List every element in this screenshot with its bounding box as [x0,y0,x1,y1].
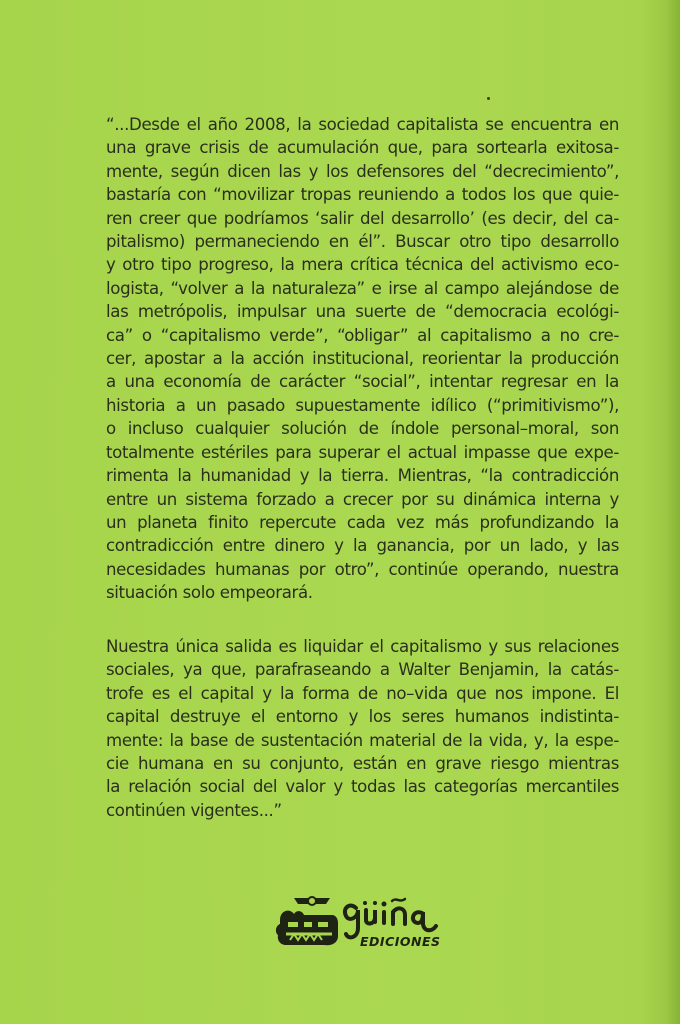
text-line: “...Desde el año 2008, la sociedad capitalista se encuentra en [106,115,619,134]
quote-paragraph-1 [106,113,619,605]
quote-paragraph-2 [106,635,619,822]
page-edge-shadow [666,0,680,1024]
logo-eye [308,897,316,905]
text-line: cie humana en su conjunto, están en grave riesgo mientras [106,754,619,774]
logo-script-g [345,906,358,938]
text-line: las metrópolis, impulsar una suerte de “democracia ecológi- [106,302,619,322]
text-line: ca” o “capitalismo verde”, “obligar” al capitalismo a no cre- [106,325,619,345]
print-speck [487,97,490,100]
text-line: capital destruye el entorno y los seres humanos indistinta- [106,707,619,727]
text-line: Nuestra única salida es liquidar el capitalismo y sus relaciones [106,637,619,656]
logo-subtitle: EDICIONES [360,934,441,949]
text-line: cer, apostar a la acción institucional, reorientar la producción [106,349,619,369]
text-line: ren creer que podríamos ‘salir del desarrollo’ (es decir, del ca- [106,208,619,228]
text-line: un planeta finito repercute cada vez más profundizando la [106,512,619,532]
publisher-logo [272,888,442,960]
text-line: bastaría con “movilizar tropas reuniendo a todos los que quie- [106,185,619,205]
text-line: la relación social del valor y todas las categorías mercantiles [106,777,619,797]
text-line: necesidades humanas por otro”, continúe operando, nuestra [106,559,619,579]
text-line: logista, “volver a la naturaleza” e irse al campo alejándose de [106,278,619,298]
text-line: entre un sistema forzado a crecer por su dinámica interna y [106,489,619,509]
text-line: y otro tipo progreso, la mera crítica técnica del activismo eco- [106,255,619,275]
text-line: historia a un pasado supuestamente idílico (“primitivismo”), [106,395,619,415]
text-line: sociales, ya que, parafraseando a Walter Benjamin, la catás- [106,660,619,680]
text-line: rimenta la humanidad y la tierra. Mientras, “la contradicción [106,466,619,486]
text-line: situación solo empeorará. [106,583,313,603]
text-line: mente, según dicen las y los defensores del “decrecimiento”, [106,161,619,181]
text-line: una grave crisis de acumulación que, para sortearla exitosa- [106,138,619,158]
text-line: pitalismo) permaneciendo en él”. Buscar otro tipo desarrollo [106,232,619,252]
text-line: a una economía de carácter “social”, intentar regresar en la [106,372,619,392]
text-line: trofe es el capital y la forma de no–vida que nos impone. El [106,683,619,703]
text-line: contradicción entre dinero y la ganancia, por un lado, y las [106,536,619,556]
text-line: mente: la base de sustentación material de la vida, y, la espe- [106,730,619,750]
text-line: totalmente estériles para superar el actual impasse que expe- [106,442,619,462]
text-line: continúen vigentes...” [106,800,282,820]
text-line: o incluso cualquier solución de índole personal–moral, son [106,419,619,439]
